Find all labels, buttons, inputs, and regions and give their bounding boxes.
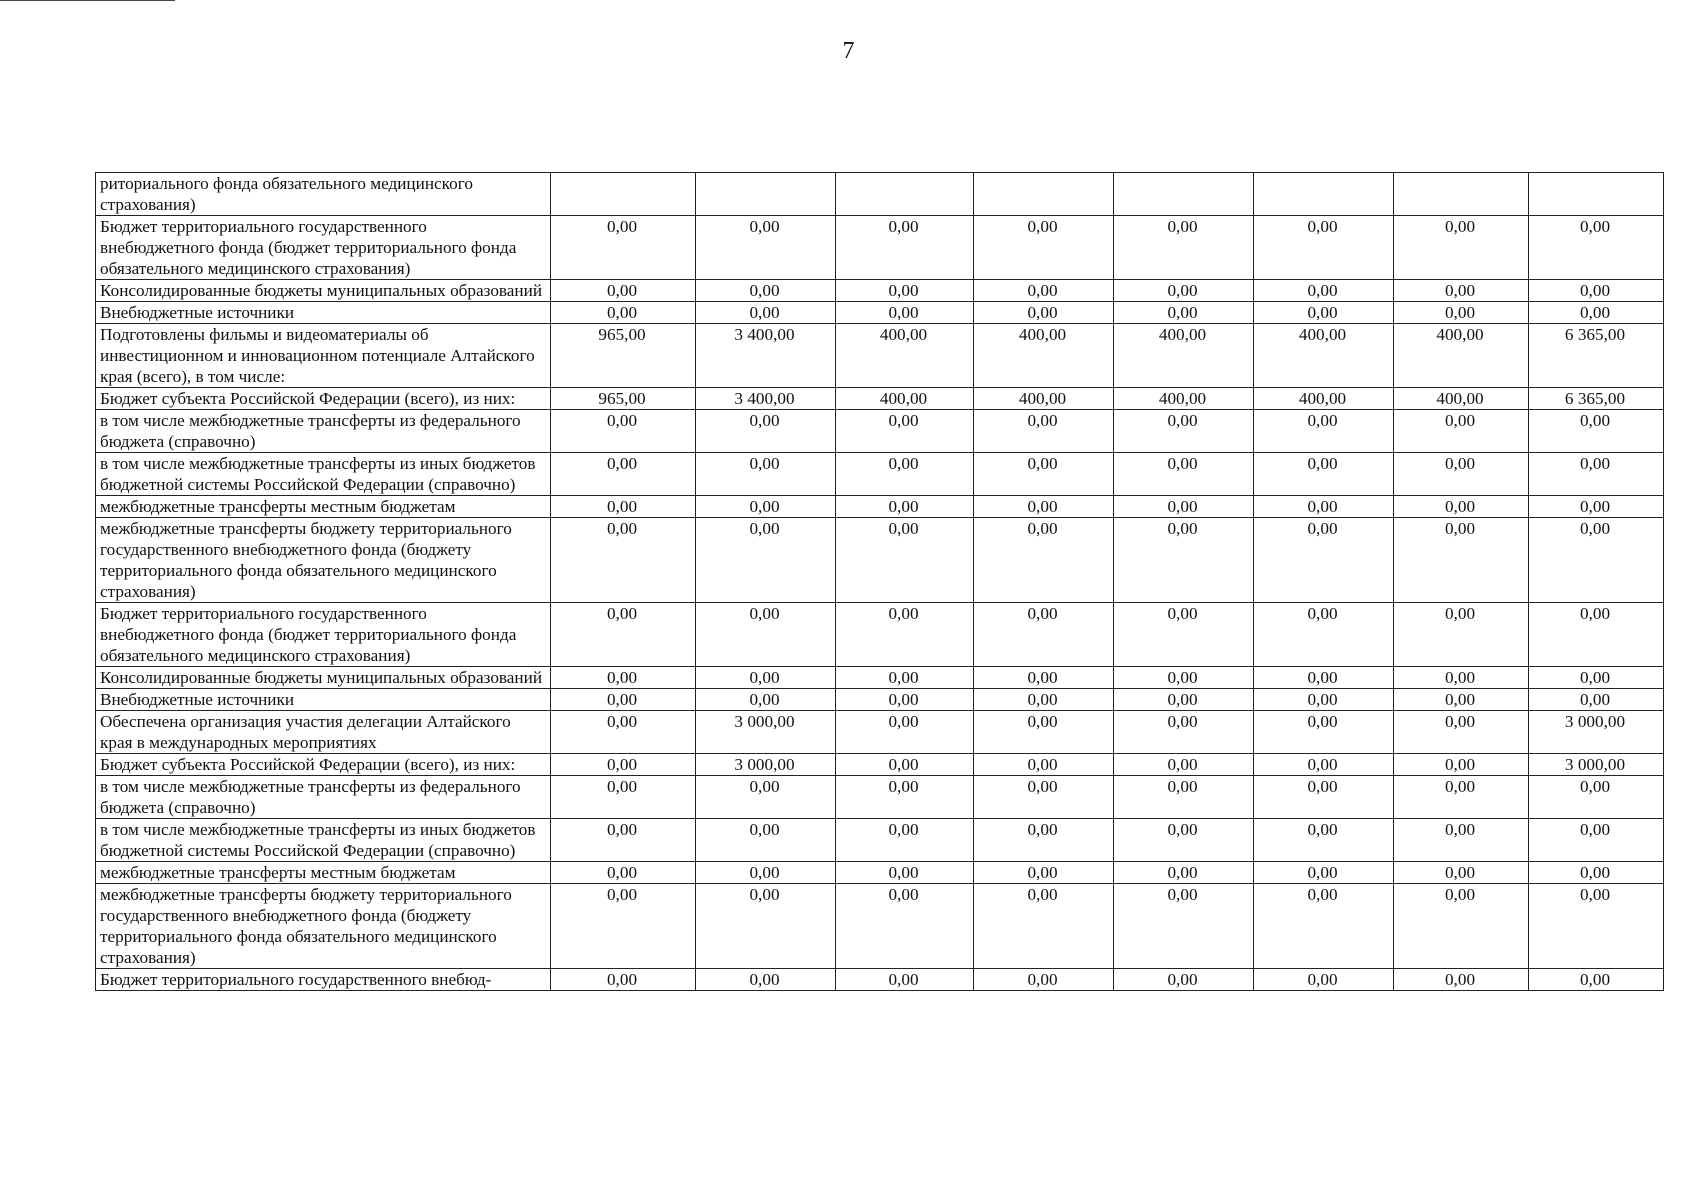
row-value: 0,00: [974, 518, 1114, 603]
row-value: 400,00: [1254, 324, 1394, 388]
row-value: 0,00: [696, 667, 836, 689]
row-value: 0,00: [1529, 280, 1664, 302]
row-value: 0,00: [696, 862, 836, 884]
row-value: 0,00: [836, 603, 974, 667]
table-row: [96, 496, 1664, 518]
row-label: Бюджет субъекта Российской Федерации (всего), из них:: [96, 388, 551, 410]
row-value: 0,00: [551, 862, 696, 884]
row-label: Бюджет субъекта Российской Федерации (всего), из них:: [96, 754, 551, 776]
row-value: 0,00: [836, 280, 974, 302]
row-value: 0,00: [1114, 603, 1254, 667]
row-value: 0,00: [1254, 711, 1394, 754]
row-value: 0,00: [1394, 754, 1529, 776]
row-value: 0,00: [974, 711, 1114, 754]
row-value: 0,00: [696, 776, 836, 819]
row-value: 0,00: [551, 667, 696, 689]
row-value: [836, 173, 974, 216]
table-row: [96, 410, 1664, 453]
row-value: 0,00: [1394, 280, 1529, 302]
row-value: 0,00: [1394, 819, 1529, 862]
row-value: 0,00: [1254, 969, 1394, 991]
row-value: 965,00: [551, 388, 696, 410]
row-value: 0,00: [1529, 518, 1664, 603]
row-value: 0,00: [974, 754, 1114, 776]
table-row: [96, 689, 1664, 711]
row-value: 0,00: [1394, 776, 1529, 819]
row-value: 0,00: [974, 819, 1114, 862]
row-value: 0,00: [1114, 518, 1254, 603]
row-value: 0,00: [1529, 410, 1664, 453]
row-value: 0,00: [696, 280, 836, 302]
row-value: 0,00: [836, 453, 974, 496]
table-row: [96, 969, 1664, 991]
row-value: 0,00: [974, 884, 1114, 969]
row-value: 0,00: [551, 754, 696, 776]
row-value: 0,00: [1114, 667, 1254, 689]
row-value: 3 000,00: [696, 711, 836, 754]
row-value: 0,00: [836, 410, 974, 453]
row-value: 400,00: [1114, 324, 1254, 388]
row-value: 0,00: [1254, 667, 1394, 689]
table-row: [96, 884, 1664, 969]
row-label: межбюджетные трансферты местным бюджетам: [96, 862, 551, 884]
row-label: межбюджетные трансферты бюджету территориального государственного внебюджетного фонда (бюджету территориального фонда обязательного медицинского страхования): [96, 884, 551, 969]
row-value: 0,00: [1394, 216, 1529, 280]
row-value: 400,00: [974, 324, 1114, 388]
row-value: 0,00: [836, 754, 974, 776]
row-value: 400,00: [974, 388, 1114, 410]
row-value: 0,00: [836, 969, 974, 991]
row-value: 400,00: [836, 388, 974, 410]
row-value: 0,00: [836, 776, 974, 819]
row-value: 0,00: [696, 689, 836, 711]
row-value: 0,00: [551, 410, 696, 453]
row-value: 0,00: [1114, 280, 1254, 302]
row-value: 0,00: [1394, 689, 1529, 711]
row-value: 0,00: [974, 689, 1114, 711]
row-value: 0,00: [836, 302, 974, 324]
row-value: 965,00: [551, 324, 696, 388]
table-row: [96, 388, 1664, 410]
row-value: 0,00: [1114, 862, 1254, 884]
row-value: 0,00: [974, 496, 1114, 518]
row-value: 0,00: [836, 518, 974, 603]
table-row: [96, 754, 1664, 776]
row-value: 0,00: [1254, 754, 1394, 776]
row-value: 0,00: [1254, 603, 1394, 667]
row-value: 0,00: [1254, 216, 1394, 280]
row-value: 0,00: [696, 453, 836, 496]
row-value: 0,00: [836, 496, 974, 518]
row-value: 400,00: [1254, 388, 1394, 410]
row-value: [1254, 173, 1394, 216]
budget-table-body: [96, 173, 1664, 991]
row-value: 0,00: [1529, 667, 1664, 689]
row-value: 0,00: [551, 776, 696, 819]
row-value: 0,00: [1254, 410, 1394, 453]
row-label: Подготовлены фильмы и видеоматериалы об инвестиционном и инновационном потенциале Алтайского края (всего), в том числе:: [96, 324, 551, 388]
row-value: 0,00: [551, 280, 696, 302]
row-value: 0,00: [1114, 884, 1254, 969]
row-label: Обеспечена организация участия делегации Алтайского края в международных мероприятиях: [96, 711, 551, 754]
row-value: 0,00: [1529, 453, 1664, 496]
row-label: Консолидированные бюджеты муниципальных образований: [96, 667, 551, 689]
row-value: 0,00: [1254, 280, 1394, 302]
row-value: 0,00: [551, 884, 696, 969]
row-value: 400,00: [1394, 388, 1529, 410]
budget-table: [95, 172, 1664, 991]
table-row: [96, 216, 1664, 280]
row-value: 0,00: [1114, 302, 1254, 324]
row-label: Внебюджетные источники: [96, 302, 551, 324]
row-value: 0,00: [1114, 453, 1254, 496]
row-value: 0,00: [551, 453, 696, 496]
row-value: 0,00: [551, 496, 696, 518]
row-value: 0,00: [1529, 216, 1664, 280]
row-value: [1394, 173, 1529, 216]
row-value: 0,00: [1114, 711, 1254, 754]
row-value: 0,00: [696, 819, 836, 862]
row-label: в том числе межбюджетные трансферты из федерального бюджета (справочно): [96, 410, 551, 453]
row-value: 0,00: [696, 603, 836, 667]
row-value: 0,00: [1394, 884, 1529, 969]
table-row: [96, 302, 1664, 324]
row-value: 0,00: [974, 410, 1114, 453]
row-value: 0,00: [551, 302, 696, 324]
row-value: 0,00: [1394, 496, 1529, 518]
row-label: в том числе межбюджетные трансферты из иных бюджетов бюджетной системы Российской Федерации (справочно): [96, 819, 551, 862]
row-value: 0,00: [696, 302, 836, 324]
row-value: [551, 173, 696, 216]
row-value: 0,00: [974, 969, 1114, 991]
row-value: 0,00: [1254, 302, 1394, 324]
row-value: 0,00: [551, 969, 696, 991]
row-value: 0,00: [551, 819, 696, 862]
row-value: 0,00: [974, 453, 1114, 496]
row-value: 400,00: [1394, 324, 1529, 388]
row-value: 0,00: [974, 667, 1114, 689]
row-value: 0,00: [974, 776, 1114, 819]
row-value: 0,00: [696, 884, 836, 969]
row-value: 400,00: [836, 324, 974, 388]
row-value: 3 000,00: [1529, 754, 1664, 776]
row-value: 0,00: [551, 603, 696, 667]
row-value: 0,00: [1394, 603, 1529, 667]
row-value: 400,00: [1114, 388, 1254, 410]
row-value: 0,00: [1529, 302, 1664, 324]
row-value: 0,00: [1394, 862, 1529, 884]
row-value: 0,00: [1254, 518, 1394, 603]
row-label: Бюджет территориального государственного внебюджетного фонда (бюджет территориального фонда обязательного медицинского страхования): [96, 216, 551, 280]
row-value: 0,00: [836, 862, 974, 884]
row-value: 0,00: [836, 819, 974, 862]
row-value: 0,00: [696, 496, 836, 518]
row-value: 0,00: [974, 302, 1114, 324]
row-value: 0,00: [696, 969, 836, 991]
row-value: 0,00: [836, 884, 974, 969]
row-value: 0,00: [1394, 667, 1529, 689]
row-value: 0,00: [974, 280, 1114, 302]
row-value: 0,00: [1394, 518, 1529, 603]
row-value: 0,00: [1529, 776, 1664, 819]
row-value: 6 365,00: [1529, 324, 1664, 388]
row-value: [974, 173, 1114, 216]
table-row: [96, 711, 1664, 754]
row-label: Бюджет территориального государственного внебюджетного фонда (бюджет территориального фонда обязательного медицинского страхования): [96, 603, 551, 667]
table-row: [96, 862, 1664, 884]
row-value: 0,00: [836, 216, 974, 280]
row-value: 0,00: [1529, 819, 1664, 862]
row-value: 0,00: [1114, 216, 1254, 280]
row-value: 0,00: [1114, 410, 1254, 453]
row-value: 0,00: [551, 518, 696, 603]
row-value: [1529, 173, 1664, 216]
table-row: [96, 280, 1664, 302]
table-row: [96, 776, 1664, 819]
row-value: 0,00: [1114, 496, 1254, 518]
row-value: 0,00: [1114, 754, 1254, 776]
row-value: 0,00: [551, 216, 696, 280]
row-label: в том числе межбюджетные трансферты из федерального бюджета (справочно): [96, 776, 551, 819]
row-value: 0,00: [1394, 410, 1529, 453]
row-label: риториального фонда обязательного медицинского страхования): [96, 173, 551, 216]
row-value: 0,00: [836, 711, 974, 754]
row-value: 3 400,00: [696, 388, 836, 410]
row-value: 0,00: [1254, 884, 1394, 969]
row-label: в том числе межбюджетные трансферты из иных бюджетов бюджетной системы Российской Федерации (справочно): [96, 453, 551, 496]
row-value: [696, 173, 836, 216]
row-label: межбюджетные трансферты бюджету территориального государственного внебюджетного фонда (бюджету территориального фонда обязательного медицинского страхования): [96, 518, 551, 603]
table-row: [96, 324, 1664, 388]
table-row: [96, 453, 1664, 496]
table-row: [96, 819, 1664, 862]
row-value: 0,00: [1254, 862, 1394, 884]
row-value: 0,00: [1254, 689, 1394, 711]
row-value: 0,00: [1529, 689, 1664, 711]
row-value: 0,00: [696, 410, 836, 453]
row-value: 0,00: [1529, 603, 1664, 667]
row-value: 0,00: [974, 603, 1114, 667]
row-value: 0,00: [1394, 302, 1529, 324]
row-value: [1114, 173, 1254, 216]
row-value: 0,00: [1529, 884, 1664, 969]
table-row: [96, 518, 1664, 603]
row-label: Бюджет территориального государственного внебюд-: [96, 969, 551, 991]
row-value: 0,00: [1394, 453, 1529, 496]
row-value: 0,00: [836, 689, 974, 711]
row-value: 0,00: [1254, 776, 1394, 819]
row-value: 0,00: [1529, 862, 1664, 884]
table-row: [96, 603, 1664, 667]
row-value: 6 365,00: [1529, 388, 1664, 410]
row-value: 0,00: [551, 689, 696, 711]
row-label: Консолидированные бюджеты муниципальных образований: [96, 280, 551, 302]
row-value: 0,00: [974, 862, 1114, 884]
row-value: 0,00: [696, 518, 836, 603]
table-row: [96, 667, 1664, 689]
row-value: 0,00: [1114, 776, 1254, 819]
page-number: 7: [842, 38, 855, 64]
table-row: [96, 173, 1664, 216]
row-value: 0,00: [1114, 689, 1254, 711]
row-value: 0,00: [1254, 453, 1394, 496]
row-value: 0,00: [1529, 496, 1664, 518]
row-value: 3 000,00: [696, 754, 836, 776]
row-value: 0,00: [1114, 819, 1254, 862]
row-value: 0,00: [1254, 819, 1394, 862]
row-value: 0,00: [1114, 969, 1254, 991]
row-value: 0,00: [1529, 969, 1664, 991]
row-label: Внебюджетные источники: [96, 689, 551, 711]
row-value: 0,00: [551, 711, 696, 754]
row-value: 3 000,00: [1529, 711, 1664, 754]
row-value: 3 400,00: [696, 324, 836, 388]
row-value: 0,00: [1394, 969, 1529, 991]
row-label: межбюджетные трансферты местным бюджетам: [96, 496, 551, 518]
row-value: 0,00: [1394, 711, 1529, 754]
scan-artifact-line: [0, 0, 175, 1]
row-value: 0,00: [696, 216, 836, 280]
row-value: 0,00: [836, 667, 974, 689]
row-value: 0,00: [1254, 496, 1394, 518]
row-value: 0,00: [974, 216, 1114, 280]
